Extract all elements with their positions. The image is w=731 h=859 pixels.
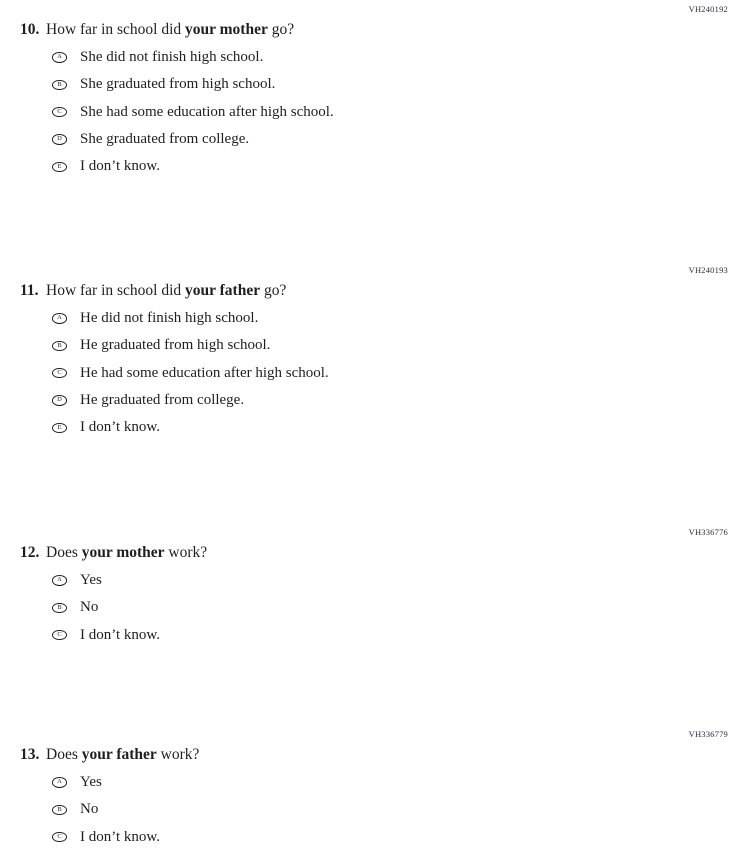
- accession-code: VH336776: [688, 527, 728, 537]
- accession-code: VH336779: [688, 729, 728, 739]
- answer-bubble[interactable]: [52, 107, 67, 118]
- option-label: He graduated from high school.: [80, 337, 271, 354]
- bubble-letter: E: [57, 162, 62, 170]
- bubble-letter: A: [57, 53, 62, 61]
- bubble-letter: D: [57, 135, 62, 143]
- question-text-before: How far in school did: [46, 21, 186, 38]
- option-label: He did not finish high school.: [80, 310, 259, 327]
- answer-option[interactable]: [52, 622, 731, 649]
- question-number: 10.: [20, 21, 40, 38]
- question-line: [0, 283, 731, 299]
- answer-bubble[interactable]: [52, 603, 67, 614]
- option-label: I don’t know.: [80, 158, 160, 175]
- option-label: I don’t know.: [80, 828, 160, 845]
- bubble-letter: B: [57, 603, 62, 611]
- question-text-bold: your father: [81, 746, 157, 763]
- bubble-letter: C: [57, 107, 62, 115]
- question-text-before: Does: [46, 544, 82, 561]
- answer-bubble[interactable]: [52, 395, 67, 406]
- answer-option[interactable]: [52, 769, 731, 796]
- option-label: She graduated from high school.: [80, 76, 276, 93]
- option-label: She graduated from college.: [80, 131, 250, 148]
- answer-option[interactable]: [52, 594, 731, 621]
- question-text-after: go?: [260, 282, 287, 299]
- question-block-13: [0, 729, 731, 851]
- option-label: He graduated from college.: [80, 392, 245, 409]
- answer-option[interactable]: [52, 824, 731, 851]
- bubble-letter: A: [57, 576, 62, 584]
- answer-bubble[interactable]: [52, 162, 67, 173]
- bubble-letter: B: [57, 341, 62, 349]
- answer-option[interactable]: [52, 567, 731, 594]
- question-text-bold: your father: [185, 282, 261, 299]
- question-text-bold: your mother: [81, 544, 165, 561]
- bubble-letter: B: [57, 805, 62, 813]
- options-list: [52, 305, 731, 441]
- answer-bubble[interactable]: [52, 134, 67, 145]
- option-label: Yes: [80, 572, 102, 589]
- bubble-letter: C: [57, 630, 62, 638]
- answer-bubble[interactable]: [52, 777, 67, 788]
- question-line: [0, 747, 731, 763]
- answer-bubble[interactable]: [52, 341, 67, 352]
- answer-option[interactable]: [52, 414, 731, 441]
- bubble-letter: A: [57, 778, 62, 786]
- answer-bubble[interactable]: [52, 80, 67, 91]
- answer-bubble[interactable]: [52, 575, 67, 586]
- question-text-after: work?: [156, 746, 200, 763]
- options-list: [52, 567, 731, 649]
- answer-option[interactable]: [52, 71, 731, 98]
- accession-code: VH240192: [688, 4, 728, 14]
- answer-bubble[interactable]: [52, 630, 67, 641]
- answer-bubble[interactable]: [52, 52, 67, 63]
- answer-option[interactable]: [52, 126, 731, 153]
- question-text: [46, 282, 286, 299]
- answer-option[interactable]: [52, 332, 731, 359]
- bubble-letter: E: [57, 423, 62, 431]
- answer-bubble[interactable]: [52, 832, 67, 843]
- option-label: No: [80, 599, 99, 616]
- question-text: [46, 544, 207, 561]
- answer-option[interactable]: [52, 387, 731, 414]
- question-text-after: go?: [267, 21, 295, 38]
- option-label: I don’t know.: [80, 626, 160, 643]
- answer-bubble[interactable]: [52, 313, 67, 324]
- bubble-letter: B: [57, 80, 62, 88]
- bubble-letter: C: [57, 832, 62, 840]
- answer-bubble[interactable]: [52, 805, 67, 816]
- option-label: Yes: [80, 774, 102, 791]
- option-label: She did not finish high school.: [80, 49, 264, 66]
- question-text-before: How far in school did: [46, 282, 186, 299]
- accession-code: VH240193: [688, 265, 728, 275]
- question-text-after: work?: [164, 544, 208, 561]
- answer-bubble[interactable]: [52, 368, 67, 379]
- answer-option[interactable]: [52, 796, 731, 823]
- bubble-letter: A: [57, 314, 62, 322]
- answer-bubble[interactable]: [52, 423, 67, 434]
- answer-option[interactable]: [52, 305, 731, 332]
- question-block-11: [0, 265, 731, 441]
- answer-option[interactable]: [52, 360, 731, 387]
- options-list: [52, 769, 731, 851]
- options-list: [52, 44, 731, 180]
- option-label: He had some education after high school.: [80, 364, 329, 381]
- question-line: [0, 545, 731, 561]
- question-number: 12.: [20, 544, 40, 561]
- option-label: She had some education after high school.: [80, 103, 334, 120]
- question-text-before: Does: [46, 746, 82, 763]
- option-label: I don’t know.: [80, 419, 160, 436]
- question-text: [46, 746, 199, 763]
- question-text: [46, 21, 294, 38]
- question-line: [0, 22, 731, 38]
- answer-option[interactable]: [52, 99, 731, 126]
- option-label: No: [80, 801, 99, 818]
- answer-option[interactable]: [52, 44, 731, 71]
- bubble-letter: D: [57, 396, 62, 404]
- answer-option[interactable]: [52, 153, 731, 180]
- question-number: 13.: [20, 746, 40, 763]
- bubble-letter: C: [57, 368, 62, 376]
- question-number: 11.: [20, 282, 39, 299]
- question-text-bold: your mother: [185, 21, 268, 38]
- question-block-12: [0, 527, 731, 649]
- question-block-10: [0, 4, 731, 180]
